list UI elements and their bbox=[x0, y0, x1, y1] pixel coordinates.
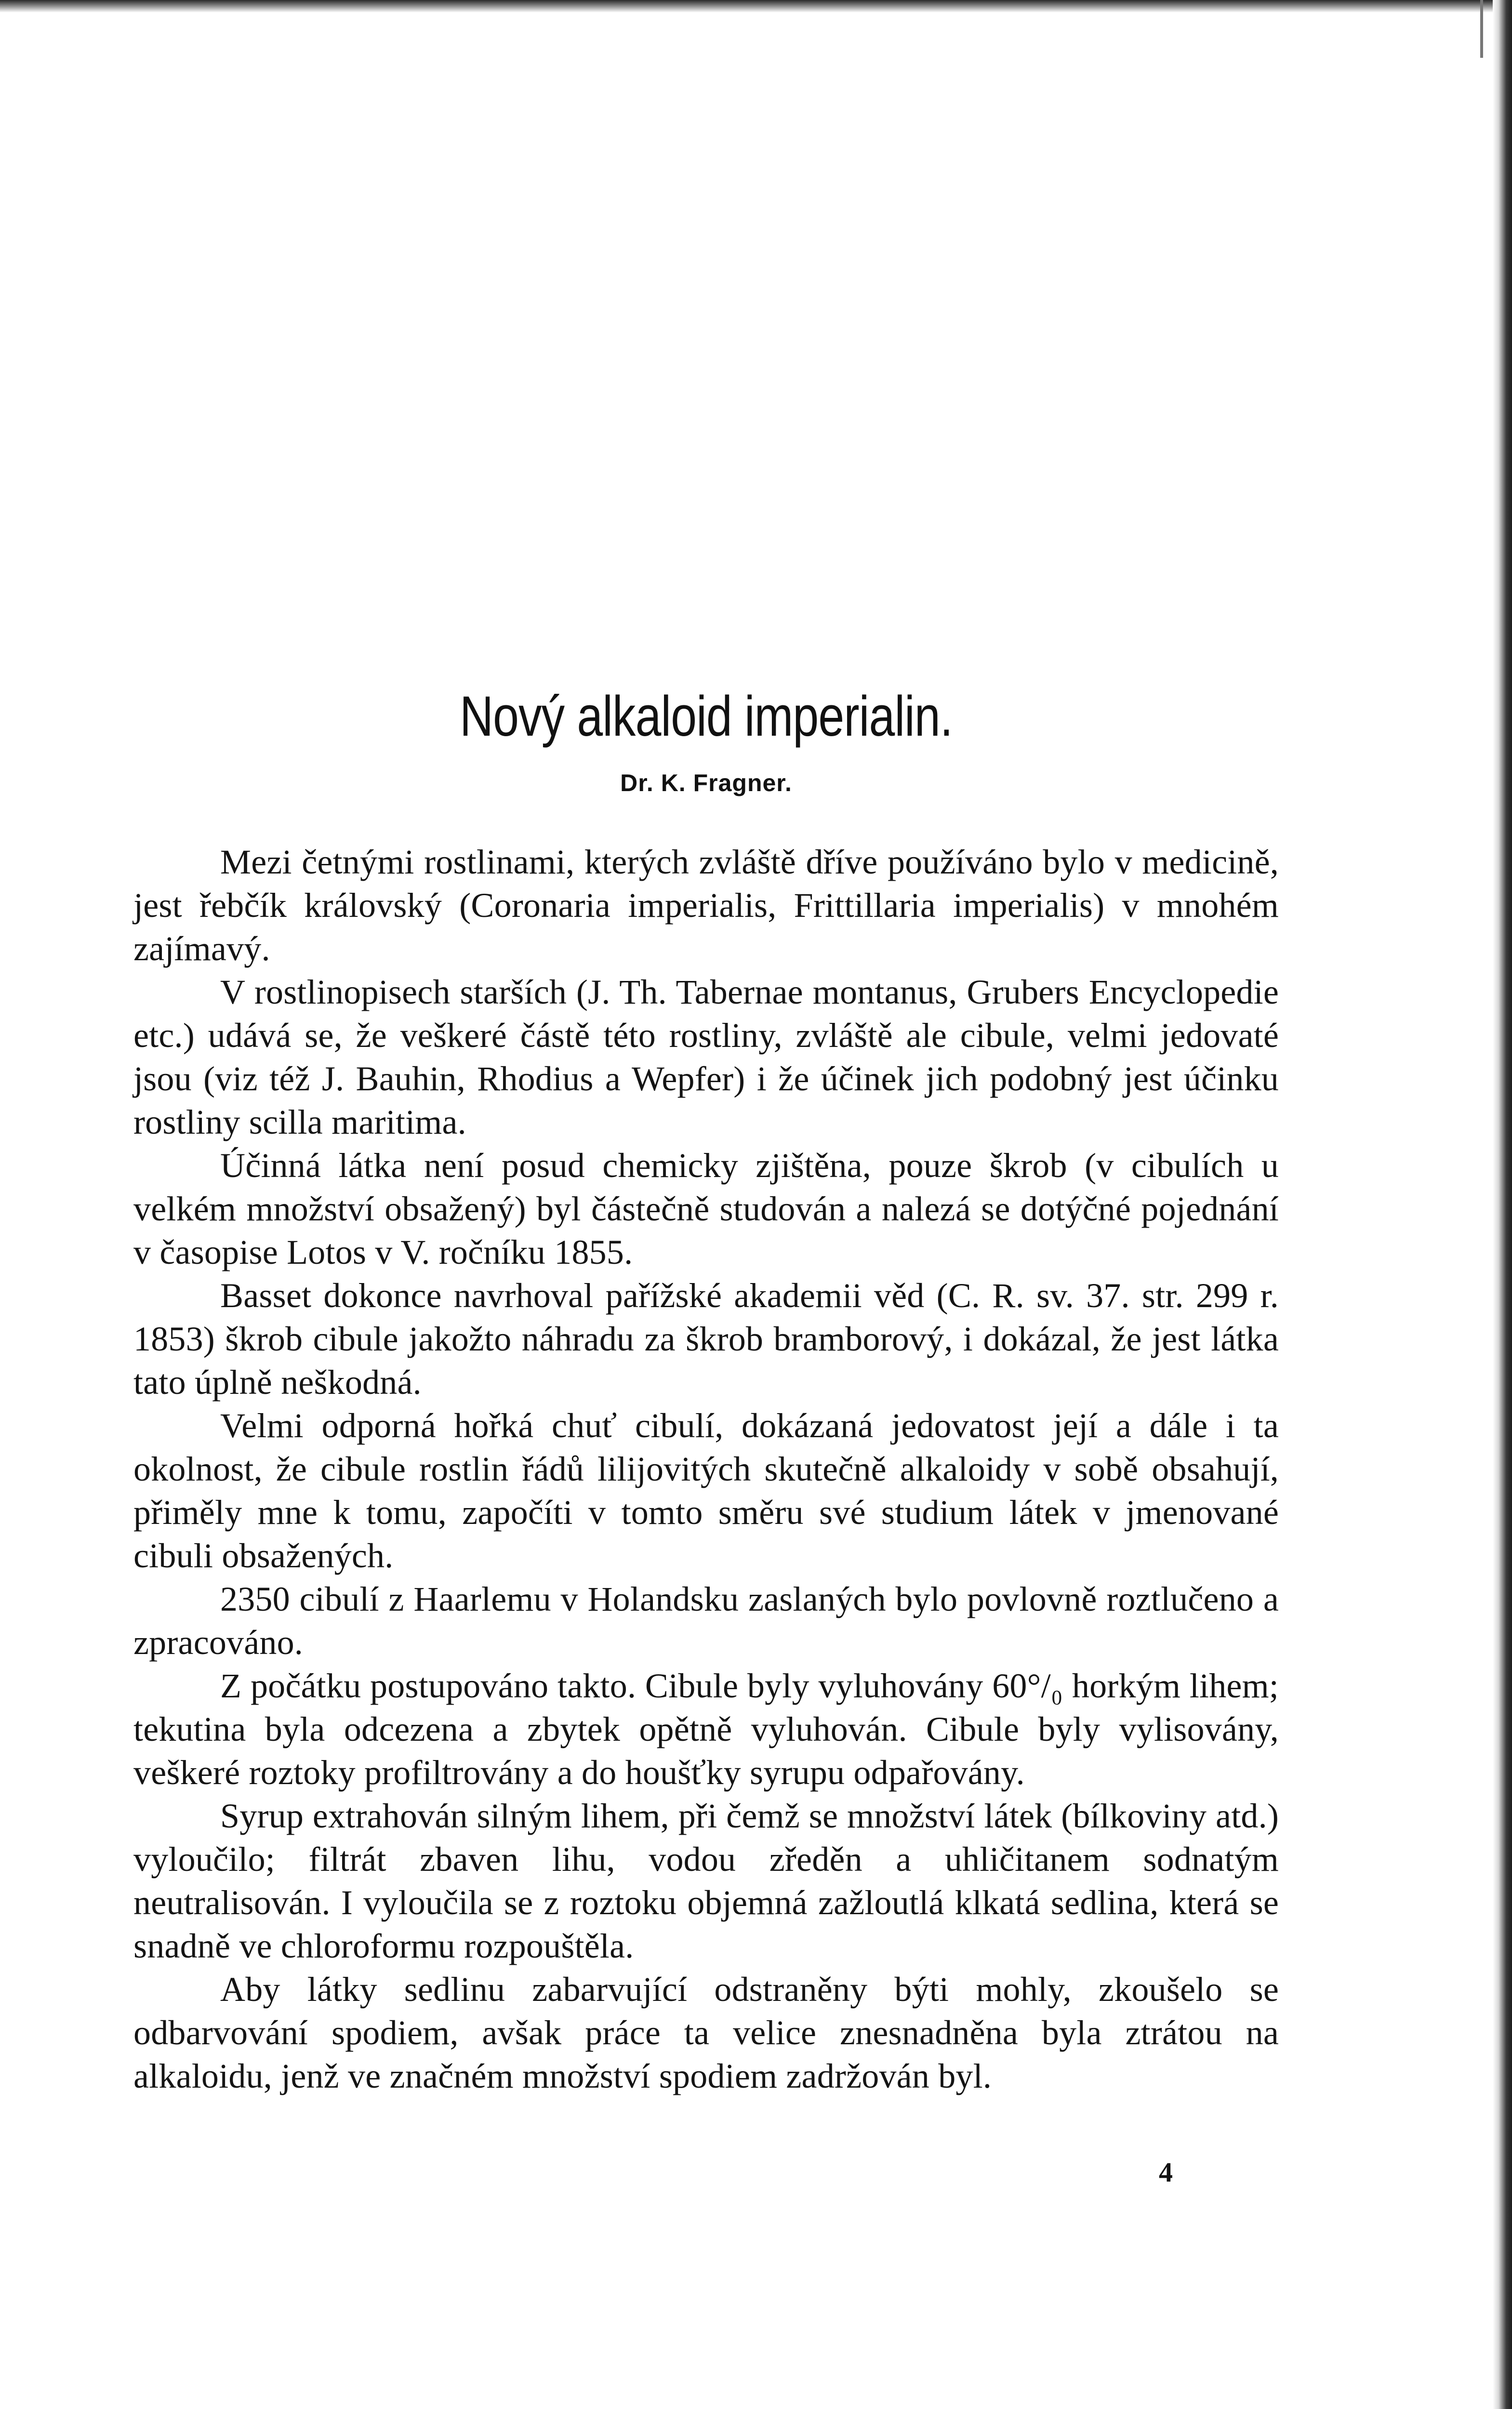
paragraph-2: V rostlinopisech starších (J. Th. Tabernae montanus, Grubers Encyclopedie etc.) udává se, že veškeré částě této rostliny, zvláště ale cibule, velmi jedovaté jsou (viz též J. Bauhin, Rhodius a Wepfer) i že účinek jich podobný jest účinku rostliny scilla maritima. bbox=[133, 972, 1279, 1141]
page-number: 4 bbox=[1159, 2157, 1173, 2188]
paragraph-5: Velmi odporná hořká chuť cibulí, dokázaná jedovatost její a dále i ta okolnost, že cibule rostlin řádů lilijovitých skutečně alkaloidy v sobě obsahují, přiměly mne k tomu, započíti v tomto směru své studium látek v jmenované cibuli obsažených. bbox=[133, 1406, 1279, 1575]
scan-edge-right bbox=[1493, 0, 1512, 2409]
paragraph-3: Účinná látka není posud chemicky zjištěna, pouze škrob (v cibulích u velkém množství obsažený) byl částečně studován a nalezá se dotýčné pojednání v časopise Lotos v V. ročníku 1855. bbox=[133, 1146, 1279, 1271]
paragraph-7: Z počátku postupováno takto. Cibule byly vyluhovány 60°/₀ horkým lihem; tekutina byla odcezena a zbytek opětně vyluhován. Cibule byly vylisovány, veškeré roztoky profiltrovány a do houšťky syrupu odpařovány. bbox=[133, 1666, 1279, 1792]
paragraph-4: Basset dokonce navrhoval pařížské akademii věd (C. R. sv. 37. str. 299 r. 1853) škrob cibule jakožto náhradu za škrob bramborový, i dokázal, že jest látka tato úplně neškodná. bbox=[133, 1276, 1279, 1402]
scan-edge-mark bbox=[1480, 0, 1483, 58]
article-author: Dr. K. Fragner. bbox=[620, 769, 792, 796]
paragraph-6: 2350 cibulí z Haarlemu v Holandsku zaslaných bylo povlovně roztlučeno a zpracováno. bbox=[133, 1579, 1279, 1662]
paragraph-8: Syrup extrahován silným lihem, při čemž se množství látek (bílkoviny atd.) vyloučilo; filtrát zbaven lihu, vodou zředěn a uhličitanem sodnatým neutralisován. I vyloučila se z roztoku objemná zažloutlá klkatá sedlina, která se snadně ve chloroformu rozpouštěla. bbox=[133, 1796, 1279, 1965]
scan-edge-top bbox=[0, 0, 1512, 13]
paragraph-1: Mezi četnými rostlinami, kterých zvláště dříve používáno bylo v medicině, jest řebčík královský (Coronaria imperialis, Frittillaria imperialis) v mnohém zajímavý. bbox=[133, 842, 1279, 968]
article-title: Nový alkaloid imperialin. bbox=[460, 685, 953, 748]
paragraph-9: Aby látky sedlinu zabarvující odstraněny býti mohly, zkoušelo se odbarvování spodiem, avšak práce ta velice znesnadněna byla ztrátou na alkaloidu, jenž ve značném množství spodiem zadržován byl. bbox=[133, 1970, 1279, 2095]
article bbox=[133, 684, 1279, 2098]
